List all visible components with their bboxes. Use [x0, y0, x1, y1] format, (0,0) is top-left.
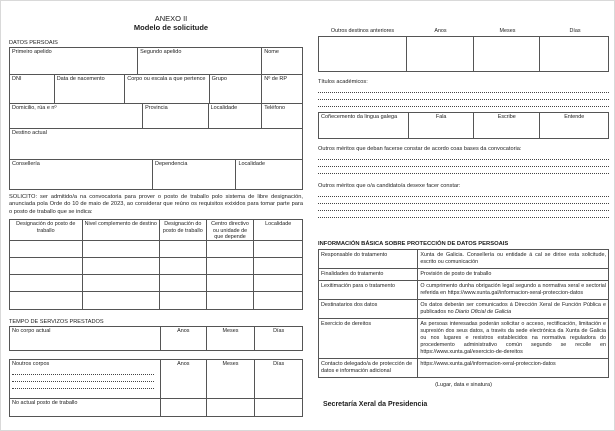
- field-label: Nº de RP: [264, 75, 288, 82]
- field-anos[interactable]: [161, 360, 207, 398]
- field-no-actual-posto[interactable]: [10, 399, 161, 416]
- table-row: [10, 160, 302, 189]
- dotted-writing-line[interactable]: [318, 211, 609, 218]
- field-dias-value[interactable]: [255, 399, 302, 416]
- posto-cell[interactable]: [83, 292, 160, 309]
- field-label: Coñecemento da lingua galega: [321, 114, 398, 121]
- posto-cell[interactable]: [83, 258, 160, 274]
- field-no-corpo-actual[interactable]: [10, 327, 161, 350]
- field-data-nacemento[interactable]: [55, 75, 126, 103]
- field-label: Consellería: [12, 160, 40, 167]
- prot-row-label: Responsable do tratamento: [319, 250, 418, 268]
- field-label: Localidade: [210, 104, 238, 111]
- field-domicilio[interactable]: [10, 104, 143, 128]
- field-nome[interactable]: [262, 48, 302, 74]
- field-meses[interactable]: [207, 327, 256, 350]
- footer-organization: Secretaría Xeral da Presidencia: [323, 401, 428, 408]
- table-row: [10, 327, 302, 350]
- dotted-writing-line[interactable]: [12, 368, 154, 375]
- field-fala[interactable]: [409, 113, 474, 138]
- prot-row-label: Destinatarios dos datos: [319, 300, 418, 318]
- table-row: [319, 269, 608, 281]
- posto-empty-row: [10, 258, 302, 275]
- posto-cell[interactable]: [10, 258, 83, 274]
- posto-header-localidade: Localidade: [265, 221, 292, 228]
- posto-cell[interactable]: [160, 275, 207, 291]
- field-conselleria[interactable]: [10, 160, 153, 189]
- field-dias[interactable]: [255, 360, 302, 398]
- posto-traballo-table: [9, 219, 303, 310]
- posto-cell[interactable]: [207, 292, 255, 309]
- left-column: [9, 14, 303, 417]
- lingua-galega-table: [318, 112, 609, 139]
- table-row: [10, 48, 302, 75]
- field-label: Escribe: [497, 114, 516, 121]
- posto-cell[interactable]: [254, 275, 302, 291]
- field-label: Dependencia: [155, 160, 188, 167]
- section-datos-persoais: DATOS PERSOAIS: [9, 39, 58, 46]
- posto-empty-row: [10, 275, 302, 292]
- field-grupo[interactable]: [210, 75, 263, 103]
- posto-cell[interactable]: [10, 241, 83, 257]
- field-escribe[interactable]: [474, 113, 541, 138]
- meses-label: Meses: [499, 28, 516, 34]
- field-label: Anos: [177, 361, 190, 368]
- dotted-writing-line[interactable]: [318, 190, 609, 197]
- outros-meritos-bases-label: Outros méritos que deban facerse constar de acordo coas bases da convocatoria:: [318, 146, 522, 153]
- meses-cell[interactable]: [474, 37, 541, 71]
- solicito-paragraph: SOLICITO: ser admitido/a na convocatoria para prover o posto de traballo polo sistema de libre designación, anunciada pola Orde do 10 de maio de 2023, ao considerar que reúno os requisitos exixidos para tomar parte para o posto de traballo que se indica:: [9, 193, 303, 215]
- posto-cell[interactable]: [83, 241, 160, 257]
- section-tempo-servizos: TEMPO DE SERVIZOS PRESTADOS: [9, 319, 104, 326]
- posto-header-designacion: Designación do posto de traballo: [10, 220, 83, 240]
- field-label: Anos: [177, 328, 190, 335]
- outros-destinos-label: Outros destinos anteriores: [330, 28, 395, 34]
- field-label: Domicilio, rúa e nº: [12, 104, 57, 111]
- titulos-academicos-label: Títulos académicos:: [318, 79, 368, 86]
- posto-cell[interactable]: [254, 241, 302, 257]
- dotted-writing-line[interactable]: [318, 86, 609, 93]
- field-anos[interactable]: [161, 327, 207, 350]
- dotted-writing-line[interactable]: [318, 93, 609, 100]
- posto-cell[interactable]: [160, 292, 207, 309]
- posto-header-row: [10, 220, 302, 241]
- prot-row-value: Provisión de posto de traballo: [420, 271, 492, 278]
- table-row: [319, 250, 608, 269]
- posto-cell[interactable]: [207, 241, 255, 257]
- field-num-rp[interactable]: [262, 75, 302, 103]
- anos-cell[interactable]: [407, 37, 474, 71]
- outros-destinos-table: [318, 36, 609, 72]
- dias-cell[interactable]: [540, 37, 608, 71]
- posto-cell[interactable]: [207, 275, 255, 291]
- outros-destinos-cell[interactable]: [319, 37, 407, 71]
- field-label: Noutros corpos: [12, 361, 50, 368]
- posto-cell[interactable]: [207, 258, 255, 274]
- field-label: Provincia: [145, 104, 168, 111]
- field-localidade[interactable]: [209, 104, 263, 128]
- form-title-block: [24, 14, 318, 33]
- prot-row-label: Contacto delegado/a de protección de datos e información adicional: [319, 359, 418, 377]
- datos-persoais-table: [9, 47, 303, 190]
- field-label: Entende: [564, 114, 585, 121]
- field-label: No corpo actual: [12, 328, 51, 335]
- prot-row-label: Finalidades do tratamento: [319, 269, 418, 280]
- field-dias[interactable]: [255, 327, 302, 350]
- proteccion-datos-title: INFORMACIÓN BÁSICA SOBRE PROTECCIÓN DE DATOS PERSOAIS: [318, 241, 509, 248]
- outros-destinos-header-row: [318, 27, 609, 34]
- table-row: [319, 113, 608, 138]
- posto-header-nivel-complemento: Nivel complemento de destino: [83, 220, 160, 240]
- dotted-writing-line[interactable]: [318, 204, 609, 211]
- dotted-writing-line[interactable]: [318, 100, 609, 107]
- field-segundo-apelido[interactable]: [138, 48, 262, 74]
- dotted-writing-line[interactable]: [318, 160, 609, 167]
- posto-cell[interactable]: [160, 258, 207, 274]
- prot-row-value: https://www.xunta.gal/informacion-xeral-proteccion-datos: [420, 361, 556, 368]
- field-label: Segundo apelido: [140, 48, 182, 55]
- posto-header-centro-directivo: Centro directivo ou unidade de que depende: [207, 220, 255, 240]
- posto-cell[interactable]: [254, 258, 302, 274]
- table-row: [319, 37, 608, 71]
- field-label: Corpo ou escala a que pertence: [127, 75, 206, 82]
- table-row: [319, 300, 608, 319]
- field-dependencia[interactable]: [153, 160, 236, 189]
- field-dni[interactable]: [10, 75, 55, 103]
- dotted-writing-line[interactable]: [12, 382, 154, 389]
- field-anos-value[interactable]: [161, 399, 207, 416]
- field-noutros-corpos[interactable]: [10, 360, 161, 398]
- posto-cell[interactable]: [10, 292, 83, 309]
- table-row: [10, 360, 302, 399]
- table-row: [10, 75, 302, 104]
- field-label: Días: [273, 361, 285, 368]
- posto-empty-row: [10, 292, 302, 309]
- prot-row-value: As persoas interesadas poderán solicitar o acceso, rectificación, limitación e supresión dos seus datos, a través da sede electrónica da Xunta de Galicia ou nos lugares e rexistros establecidos na normativa reguladora do procedemento administrativo común segundo se recolle en https://www.xunta.gal/exercicio-de-dereitos: [420, 321, 606, 356]
- prot-row-value: O cumprimento dunha obrigación legal segundo a normativa xeral e sectorial referida en https://www.xunta.gal/informacion-xeral-proteccion-datos: [420, 283, 606, 297]
- outros-meritos-candidato-label: Outros méritos que o/a candidato/a desexe facer constar:: [318, 183, 461, 190]
- posto-cell[interactable]: [254, 292, 302, 309]
- field-label: Grupo: [211, 75, 227, 82]
- table-row: [319, 359, 608, 377]
- field-primeiro-apelido[interactable]: [10, 48, 138, 74]
- prot-row-value: Xunta de Galicia. Consellería ou entidade á cal se dirixe esta solicitude, escrito ou comunicación: [420, 252, 606, 266]
- field-corpo-escala[interactable]: [125, 75, 209, 103]
- prot-row-value-text: Os datos deberán ser comunicados á Dirección Xeral de Función Pública e publicados no: [420, 302, 606, 316]
- field-label: Días: [273, 328, 285, 335]
- field-label: Nome: [264, 48, 279, 55]
- posto-cell[interactable]: [83, 275, 160, 291]
- field-localidade-2[interactable]: [236, 160, 302, 189]
- field-label: DNI: [12, 75, 22, 82]
- field-label: Fala: [435, 114, 447, 121]
- tempo-corpo-actual-table: [9, 326, 303, 351]
- prot-row-value: [418, 300, 608, 318]
- prot-row-label: Exercicio de dereitos: [319, 319, 418, 358]
- field-destino-actual[interactable]: [10, 129, 302, 159]
- anos-label: Anos: [434, 28, 447, 34]
- field-telefono[interactable]: [262, 104, 302, 128]
- field-label: Teléfono: [264, 104, 286, 111]
- table-row: [10, 104, 302, 129]
- posto-empty-row: [10, 241, 302, 258]
- prot-row-label: Lexitimación para o tratamento: [319, 281, 418, 299]
- field-label: No actual posto de traballo: [12, 400, 78, 407]
- posto-cell[interactable]: [160, 241, 207, 257]
- form-subtitle: Modelo de solicitude: [133, 23, 209, 33]
- field-provincia[interactable]: [143, 104, 209, 128]
- dotted-writing-line[interactable]: [318, 197, 609, 204]
- field-label: Meses: [222, 328, 239, 335]
- table-row: [319, 281, 608, 300]
- table-row: [10, 129, 302, 160]
- form-title: ANEXO II: [154, 14, 188, 23]
- dotted-writing-line[interactable]: [318, 167, 609, 174]
- table-row: [319, 319, 608, 359]
- posto-header-designacion-posto: Designación do posto de traballo: [160, 220, 207, 240]
- field-meses[interactable]: [207, 360, 256, 398]
- posto-cell[interactable]: [10, 275, 83, 291]
- field-entende[interactable]: [540, 113, 608, 138]
- dotted-writing-line[interactable]: [318, 153, 609, 160]
- dias-label: Días: [569, 28, 581, 34]
- field-label: Meses: [222, 361, 239, 368]
- field-label: Localidade: [238, 160, 266, 167]
- table-row: [10, 399, 302, 416]
- right-column: [318, 27, 609, 388]
- field-conecemento-lingua[interactable]: [319, 113, 409, 138]
- field-label: Data de nacemento: [56, 75, 105, 82]
- field-meses-value[interactable]: [207, 399, 256, 416]
- signature-note: (Lugar, data e sinatura): [435, 382, 492, 389]
- tempo-noutros-corpos-table: [9, 359, 303, 417]
- field-label: Destino actual: [12, 129, 47, 136]
- dotted-writing-line[interactable]: [12, 375, 154, 382]
- prot-row-value-italic: Diario Oficial de Galicia: [455, 309, 512, 316]
- field-label: Primeiro apelido: [12, 48, 52, 55]
- proteccion-datos-table: [318, 249, 609, 378]
